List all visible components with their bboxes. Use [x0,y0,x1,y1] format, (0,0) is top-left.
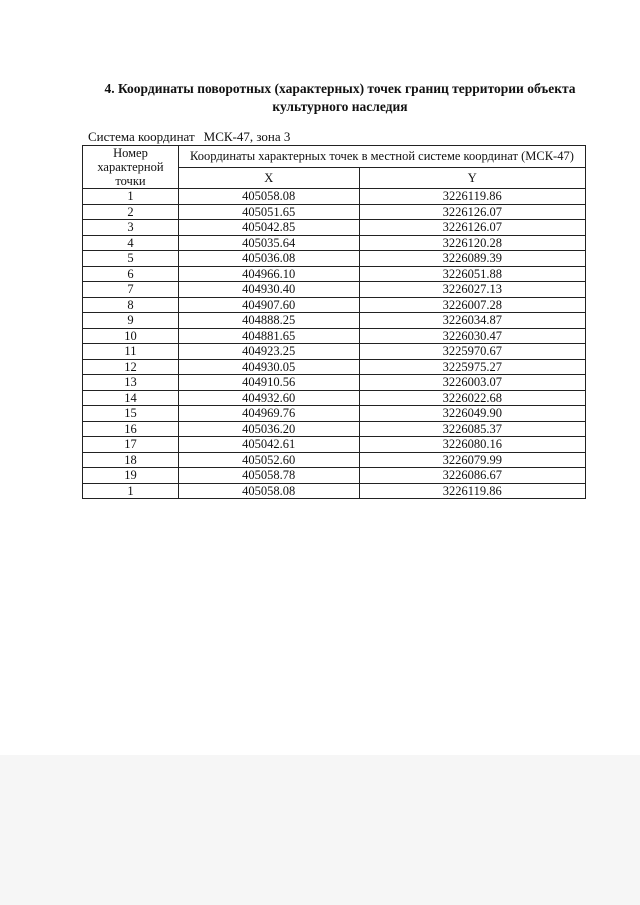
cell-y: 3226049.90 [359,406,586,422]
cell-x: 404881.65 [178,328,359,344]
cell-point-number: 4 [83,235,179,251]
cell-y: 3226089.39 [359,251,586,267]
cell-x: 404907.60 [178,297,359,313]
table-row [83,468,586,484]
cell-x: 405036.20 [178,421,359,437]
cell-y: 3226119.86 [359,189,586,205]
cell-point-number: 5 [83,251,179,267]
cell-point-number: 15 [83,406,179,422]
cell-y: 3226119.86 [359,483,586,499]
cell-x: 404930.40 [178,282,359,298]
table-row [83,328,586,344]
table-row [83,390,586,406]
cell-y: 3226126.07 [359,220,586,236]
cell-x: 405042.85 [178,220,359,236]
cell-point-number: 7 [83,282,179,298]
header-point-number: Номер характерной точки [83,146,179,189]
heading-line-1: 4. Координаты поворотных (характерных) точек границ территории объекта [104,81,576,96]
scan-shading [0,755,640,905]
section-heading [60,80,620,116]
caption-label: Система координат [88,129,195,144]
table-row [83,313,586,329]
cell-point-number: 16 [83,421,179,437]
cell-point-number: 1 [83,189,179,205]
table-body [83,189,586,499]
table-row [83,251,586,267]
cell-point-number: 10 [83,328,179,344]
cell-point-number: 14 [83,390,179,406]
cell-y: 3226120.28 [359,235,586,251]
cell-x: 405052.60 [178,452,359,468]
caption-value: МСК-47, зона 3 [203,129,291,144]
table-row [83,406,586,422]
table-row [83,282,586,298]
table-row [83,483,586,499]
cell-x: 404932.60 [178,390,359,406]
cell-point-number: 17 [83,437,179,453]
cell-y: 3226126.07 [359,204,586,220]
table-row [83,359,586,375]
table-row [83,266,586,282]
header-y: Y [359,167,586,189]
cell-x: 405058.08 [178,483,359,499]
cell-point-number: 19 [83,468,179,484]
table-row [83,220,586,236]
coordinates-table [82,145,586,499]
cell-point-number: 18 [83,452,179,468]
cell-x: 404930.05 [178,359,359,375]
cell-x: 405058.08 [178,189,359,205]
cell-x: 404910.56 [178,375,359,391]
cell-x: 405036.08 [178,251,359,267]
header-coordinates: Координаты характерных точек в местной системе координат (МСК-47) [178,146,585,168]
table-row [83,452,586,468]
table-row [83,421,586,437]
cell-point-number: 1 [83,483,179,499]
cell-y: 3226022.68 [359,390,586,406]
cell-point-number: 11 [83,344,179,360]
cell-y: 3226085.37 [359,421,586,437]
cell-x: 404888.25 [178,313,359,329]
cell-y: 3225975.27 [359,359,586,375]
heading-line-2: культурного наследия [272,99,408,114]
table-row [83,344,586,360]
table-row [83,204,586,220]
cell-x: 404966.10 [178,266,359,282]
cell-x: 405051.65 [178,204,359,220]
header-x: X [178,167,359,189]
cell-y: 3226080.16 [359,437,586,453]
cell-x: 405058.78 [178,468,359,484]
cell-x: 404969.76 [178,406,359,422]
cell-point-number: 6 [83,266,179,282]
cell-x: 405035.64 [178,235,359,251]
table-row [83,189,586,205]
cell-y: 3226003.07 [359,375,586,391]
cell-y: 3226030.47 [359,328,586,344]
table-row [83,375,586,391]
table-header-row [83,146,586,168]
cell-point-number: 8 [83,297,179,313]
cell-y: 3226027.13 [359,282,586,298]
cell-point-number: 3 [83,220,179,236]
coordinate-system-caption [88,129,290,145]
cell-x: 405042.61 [178,437,359,453]
table-row [83,235,586,251]
cell-y: 3226051.88 [359,266,586,282]
cell-y: 3226079.99 [359,452,586,468]
table-row [83,297,586,313]
cell-point-number: 13 [83,375,179,391]
cell-y: 3226086.67 [359,468,586,484]
cell-y: 3225970.67 [359,344,586,360]
table-row [83,437,586,453]
cell-y: 3226007.28 [359,297,586,313]
cell-x: 404923.25 [178,344,359,360]
cell-y: 3226034.87 [359,313,586,329]
cell-point-number: 2 [83,204,179,220]
cell-point-number: 9 [83,313,179,329]
cell-point-number: 12 [83,359,179,375]
